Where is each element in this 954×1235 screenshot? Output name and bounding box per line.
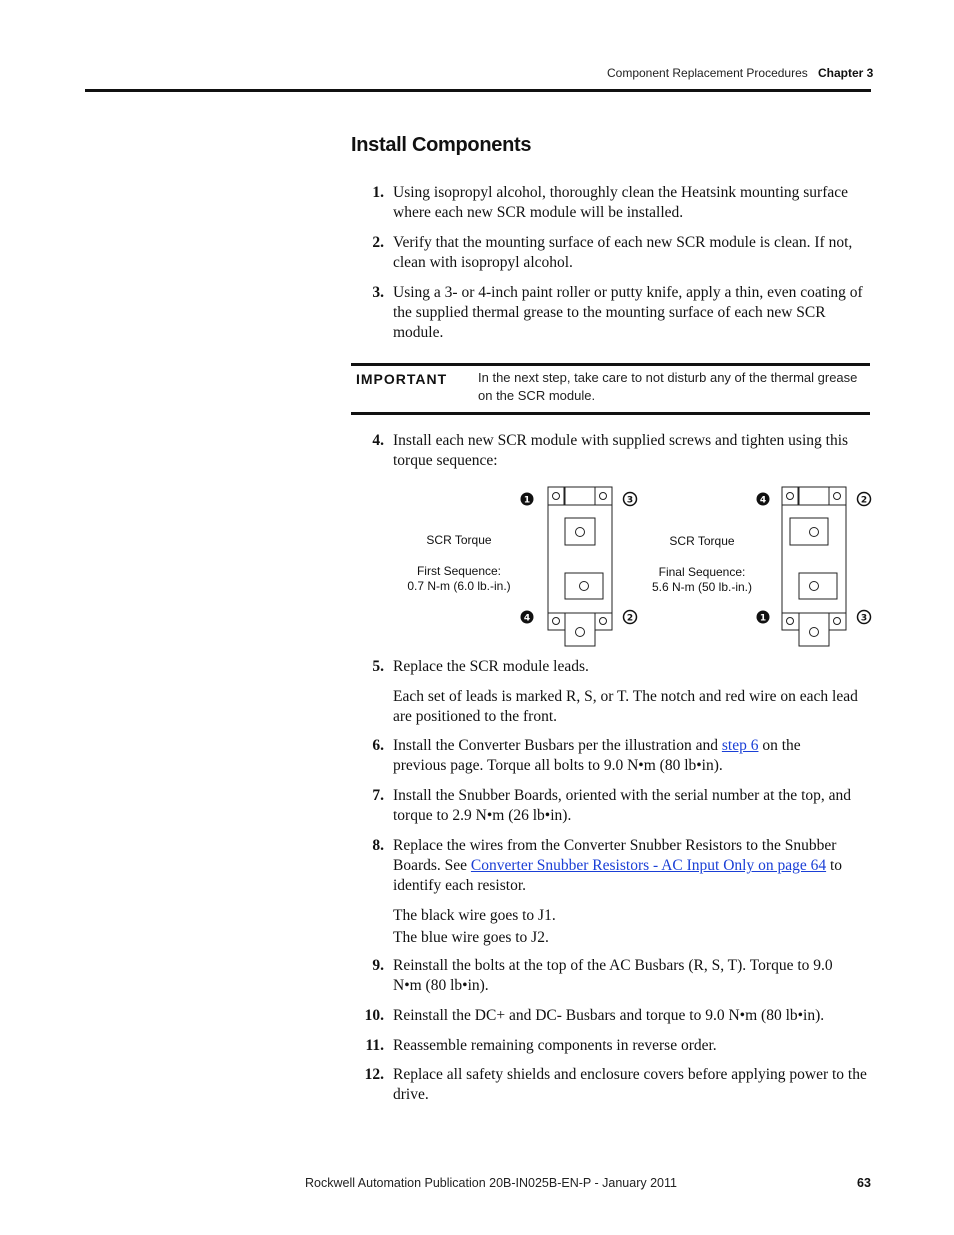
step-10 bbox=[351, 1006, 871, 1026]
important-callout bbox=[351, 363, 870, 415]
step-note: The black wire goes to J1. bbox=[393, 907, 556, 924]
scr-module-first bbox=[548, 487, 612, 646]
step-12 bbox=[351, 1065, 871, 1105]
step-number: 11. bbox=[365, 1037, 384, 1054]
step-text: N•m (80 lb•in). bbox=[393, 977, 489, 994]
step-1 bbox=[351, 183, 871, 223]
step-note: The blue wire goes to J2. bbox=[393, 929, 549, 946]
section-title: Install Components bbox=[351, 134, 532, 156]
step-7 bbox=[351, 786, 871, 826]
first-seq-label: First Sequence: bbox=[416, 564, 502, 578]
step-number: 6. bbox=[372, 737, 384, 754]
running-header-section: Component Replacement Procedures bbox=[607, 66, 808, 80]
step-6 bbox=[351, 736, 871, 776]
step-text: torque sequence: bbox=[393, 452, 498, 469]
running-header-chapter: Chapter 3 bbox=[818, 66, 874, 80]
snubber-resistors-link[interactable]: Converter Snubber Resistors - AC Input Only on page 64 bbox=[470, 857, 827, 874]
header-rule bbox=[85, 89, 871, 92]
scr-module-final bbox=[782, 487, 846, 646]
step-2 bbox=[351, 233, 871, 273]
step-text: where each new SCR module will be installed. bbox=[393, 204, 684, 221]
svg-text:3: 3 bbox=[860, 613, 868, 624]
step-text: torque to 2.9 N•m (26 lb•in). bbox=[393, 807, 572, 824]
first-bolt-1-marker bbox=[521, 493, 534, 506]
svg-text:4: 4 bbox=[759, 495, 767, 506]
step-text: Replace the wires from the Converter Snubber Resistors to the Snubber bbox=[393, 837, 837, 854]
final-seq-label: Final Sequence: bbox=[658, 565, 746, 579]
svg-text:1: 1 bbox=[759, 613, 767, 624]
step-text: Verify that the mounting surface of each new SCR module is clean. If not, bbox=[393, 234, 853, 251]
final-bolt-3-marker bbox=[858, 611, 871, 624]
step-text: on the bbox=[758, 737, 801, 754]
step-text: to bbox=[826, 857, 843, 874]
important-label: IMPORTANT bbox=[356, 371, 448, 387]
svg-text:2: 2 bbox=[860, 495, 868, 506]
step-number: 1. bbox=[372, 184, 384, 201]
svg-text:2: 2 bbox=[626, 613, 634, 624]
first-bolt-3-marker bbox=[624, 493, 637, 506]
step-text: Reinstall the bolts at the top of the AC Busbars (R, S, T). Torque to 9.0 bbox=[393, 957, 833, 974]
step-number: 8. bbox=[372, 837, 384, 854]
step-number: 3. bbox=[372, 284, 384, 301]
step-number: 12. bbox=[364, 1066, 384, 1083]
final-bolt-1-marker bbox=[757, 611, 770, 624]
first-caption: SCR Torque bbox=[426, 533, 492, 547]
step-text: module. bbox=[393, 324, 444, 341]
torque-sequence-diagram bbox=[400, 482, 875, 652]
first-seq-value: 0.7 N-m (6.0 lb.-in.) bbox=[407, 579, 511, 593]
step-number: 9. bbox=[372, 957, 384, 974]
step-4 bbox=[351, 431, 871, 471]
svg-text:1: 1 bbox=[523, 495, 531, 506]
step-5 bbox=[351, 657, 871, 727]
first-bolt-4-marker bbox=[521, 611, 534, 624]
step-text: identify each resistor. bbox=[393, 877, 526, 894]
step-number: 7. bbox=[372, 787, 384, 804]
final-bolt-4-marker bbox=[757, 493, 770, 506]
step-note: Each set of leads is marked R, S, or T. The notch and red wire on each lead bbox=[393, 688, 858, 705]
step-text: the supplied thermal grease to the mounting surface of each new SCR bbox=[393, 304, 826, 321]
step-number: 10. bbox=[364, 1007, 384, 1024]
step-text: Reinstall the DC+ and DC- Busbars and torque to 9.0 N•m (80 lb•in). bbox=[393, 1007, 825, 1024]
step-3 bbox=[351, 283, 871, 343]
first-bolt-2-marker bbox=[624, 611, 637, 624]
page-number: 63 bbox=[857, 1176, 871, 1190]
step-text: Using isopropyl alcohol, thoroughly clean the Heatsink mounting surface bbox=[393, 184, 849, 201]
step-text: previous page. Torque all bolts to 9.0 N•m (80 lb•in). bbox=[393, 757, 723, 774]
step-8 bbox=[351, 836, 871, 948]
step-text: Using a 3- or 4-inch paint roller or putty knife, apply a thin, even coating of bbox=[393, 284, 863, 301]
step-text: Install the Snubber Boards, oriented with the serial number at the top, and bbox=[393, 787, 851, 804]
footer-publication: Rockwell Automation Publication 20B-IN025B-EN-P - January 2011 bbox=[305, 1176, 677, 1190]
important-text: In the next step, take care to not disturb any of the thermal grease on the SCR module. bbox=[478, 370, 858, 403]
step-text: Install each new SCR module with supplied screws and tighten using this bbox=[393, 432, 849, 449]
step-text: Boards. See bbox=[393, 857, 471, 874]
step-number: 5. bbox=[372, 658, 384, 675]
step-number: 2. bbox=[372, 234, 384, 251]
step-text: Replace all safety shields and enclosure covers before applying power to the bbox=[393, 1066, 867, 1083]
step-text: clean with isopropyl alcohol. bbox=[393, 254, 573, 271]
step-text: Replace the SCR module leads. bbox=[393, 658, 589, 675]
svg-text:4: 4 bbox=[523, 613, 531, 624]
step-text: Install the Converter Busbars per the illustration and bbox=[393, 737, 722, 754]
svg-text:3: 3 bbox=[626, 495, 634, 506]
final-seq-value: 5.6 N-m (50 lb.-in.) bbox=[651, 580, 753, 594]
final-caption: SCR Torque bbox=[669, 534, 735, 548]
final-bolt-2-marker bbox=[858, 493, 871, 506]
step-note: are positioned to the front. bbox=[393, 708, 557, 725]
step-6-link[interactable]: step 6 bbox=[721, 737, 759, 754]
step-9 bbox=[351, 956, 871, 996]
step-text: Reassemble remaining components in reverse order. bbox=[393, 1037, 717, 1054]
step-number: 4. bbox=[372, 432, 384, 449]
step-11 bbox=[351, 1036, 871, 1056]
step-text: drive. bbox=[393, 1086, 429, 1103]
